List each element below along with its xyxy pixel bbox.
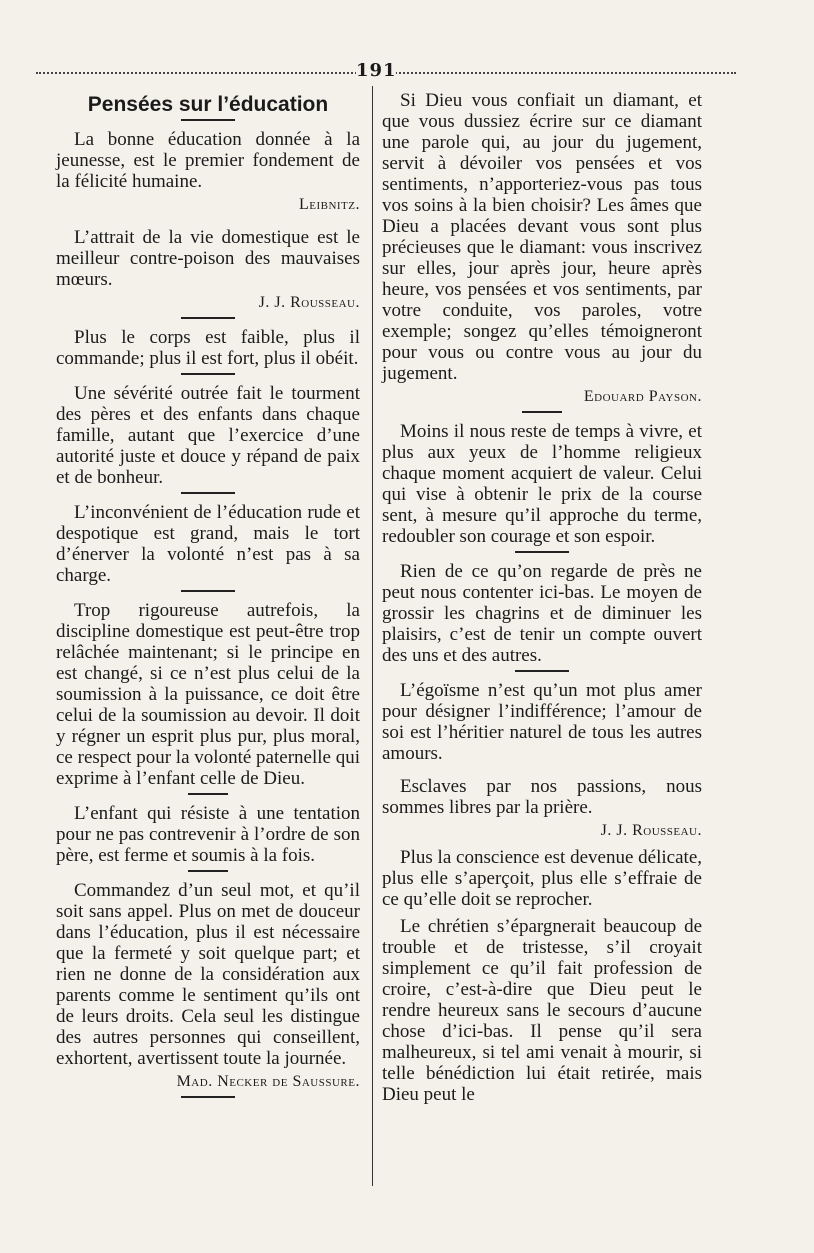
quote: L’inconvénient de l’éducation rude et despotique est grand, mais le tort d’énerver la volonté n’est pas à sa charge. [56,502,360,586]
quote-author: Edouard Payson. [583,388,702,405]
section-title: Pensées sur l’éducation [87,93,329,116]
column-divider [372,86,373,1186]
quote: Le chrétien s’épargnerait beaucoup de trouble et de tristesse, s’il croyait simplement ce qu’il fait profession de croire, c’est-à-dire que Dieu peut le rendre heureux sans le secours d’aucune chose d’ici-bas. Il pense qu’il sera malheureux, si tel ami venait à mourir, si telle bénédiction lui était retirée, mais Dieu peut le [382,916,702,1105]
left-column [56,90,360,1106]
quote: L’attrait de la vie domestique est le meilleur contre-poison des mauvaises mœurs. [56,227,360,290]
quote-author: Mad. Necker de Saussure. [176,1073,360,1090]
quote: L’enfant qui résiste à une tentation pour ne pas contrevenir à l’ordre de son père, est ferme et soumis à la fois. [56,803,360,866]
separator [515,670,569,672]
separator [181,317,235,319]
quote: Commandez d’un seul mot, et qu’il soit sans appel. Plus on met de douceur dans l’éducation, plus il est nécessaire que la fermeté y soit quelque part; et rien ne donne de la considération aux parents comme le sentiment qu’ils ont de leurs droits. Cela seul les distingue des autres personnes qui conseillent, exhortent, avertissent toute la journée. [56,880,360,1069]
separator [181,1096,235,1098]
quote: L’égoïsme n’est qu’un mot plus amer pour désigner l’indifférence; l’amour de soi est l’héritier naturel de tous les autres amours. [382,680,702,764]
quote-author: J. J. Rousseau. [600,822,702,839]
separator [515,551,569,553]
quote: Plus le corps est faible, plus il commande; plus il est fort, plus il obéit. [56,327,360,369]
separator [181,373,235,375]
separator [181,590,235,592]
quote: Trop rigoureuse autrefois, la discipline domestique est peut-être trop relâchée maintenant; si le principe en est changé, si ce n’est plus celui de la soumission à la puissance, ce doit être celui de la soumission au devoir. Il doit y régner un esprit plus pur, plus moral, ce respect pour la volonté paternelle qui exprime à l’enfant celle de Dieu. [56,600,360,789]
quote: Moins il nous reste de temps à vivre, et plus aux yeux de l’homme religieux chaque moment acquiert de valeur. Celui qui vise à obtenir le prix de la course sent, à mesure qu’il approche du terme, redoubler son courage et son espoir. [382,421,702,547]
separator [181,119,235,121]
page-number: 191 [356,60,397,81]
separator [181,492,235,494]
quote-author: J. J. Rousseau. [258,294,360,311]
right-column [382,90,702,1105]
quote: Plus la conscience est devenue délicate, plus elle s’aperçoit, plus elle s’effraie de ce qu’elle doit se reprocher. [382,847,702,910]
quote: La bonne éducation donnée à la jeunesse, est le premier fondement de la félicité humaine. [56,129,360,192]
quote-author: Leibnitz. [298,196,360,213]
separator [188,870,228,872]
separator [188,793,228,795]
quote: Une sévérité outrée fait le tourment des pères et des enfants dans chaque famille, autant que l’exercice d’une autorité juste et douce y répand de paix et de bonheur. [56,383,360,488]
quote: Esclaves par nos passions, nous sommes libres par la prière. [382,776,702,818]
quote: Si Dieu vous confiait un diamant, et que vous dussiez écrire sur ce diamant une parole qui, au jour du jugement, servit à dévoiler vos pensées et vos sentiments, n’apporteriez-vous pas tous vos soins à la bien choisir? Les âmes que Dieu a placées devant vous sont plus précieuses que le diamant: vous inscrivez sur elles, jour après jour, heure après heure, vos pensées et vos sentiments, par votre conduite, vos paroles, votre exemple; songez qu’elles témoigneront pour vous ou contre vous au jour du jugement. [382,90,702,384]
separator [522,411,562,413]
quote: Rien de ce qu’on regarde de près ne peut nous contenter ici-bas. Le moyen de grossir les chagrins et de diminuer les plaisirs, c’est de tenir un compte ouvert des uns et des autres. [382,561,702,666]
